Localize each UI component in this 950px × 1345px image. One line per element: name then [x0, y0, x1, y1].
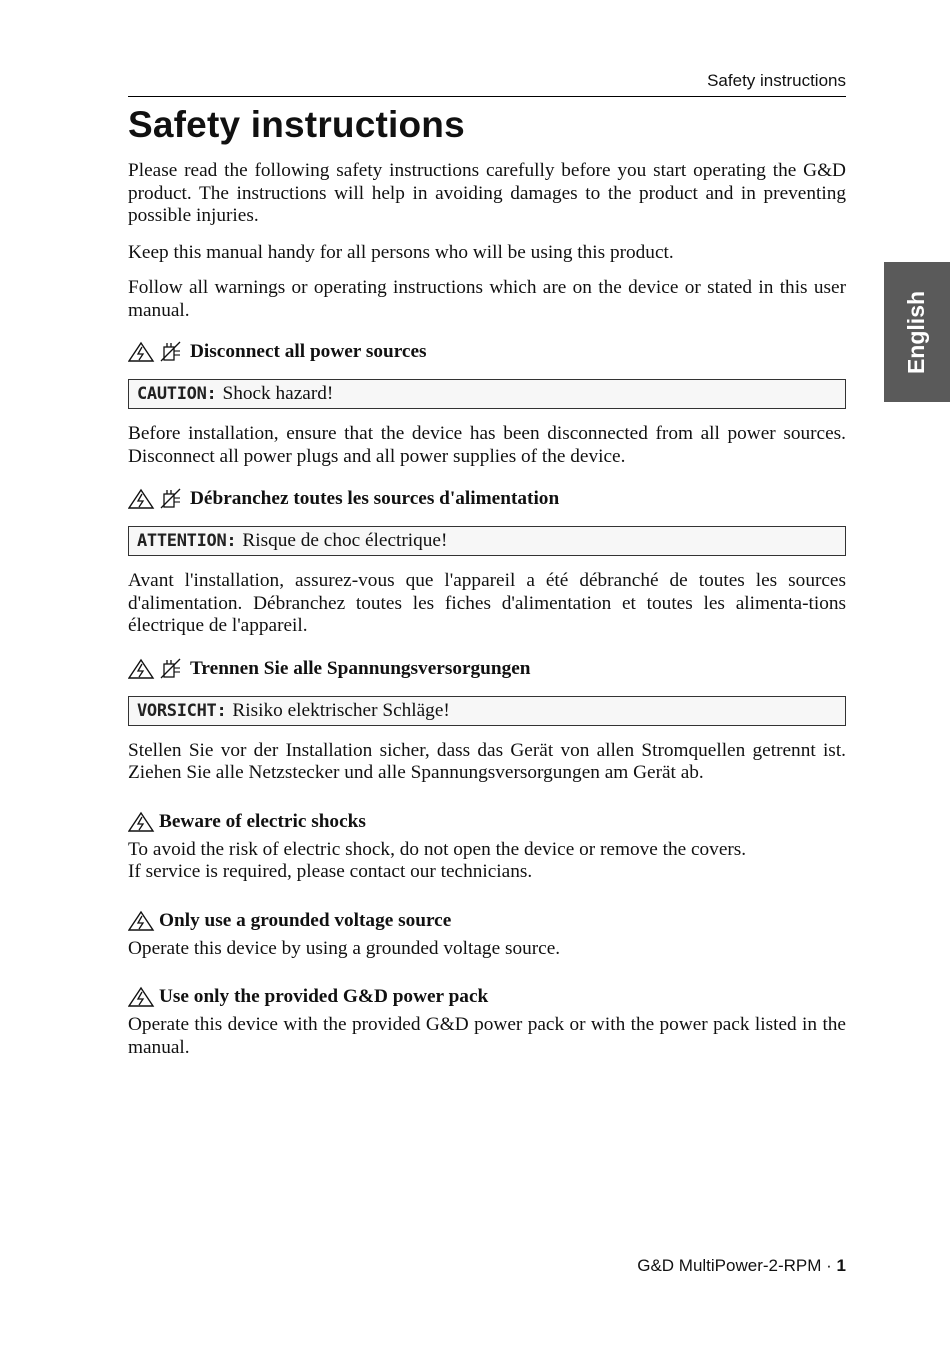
footer-product: G&D MultiPower-2-RPM ·: [637, 1256, 837, 1275]
section-body: Before installation, ensure that the device has been disconnected from all power sources. Disconnect all power plugs and all power supplies of the device.: [128, 423, 846, 467]
intro-paragraph: Follow all warnings or operating instructions which are on the device or stated in this user manual.: [128, 277, 846, 321]
intro-paragraph: Please read the following safety instructions carefully before you start operating the G&D product. The instructions will help in avoiding damages to the product and in preventing possible injuries.: [128, 160, 846, 226]
language-tab-label: English: [903, 290, 930, 374]
caution-text: Shock hazard!: [222, 383, 334, 404]
warning-heading-text: Use only the provided G&D power pack: [159, 986, 489, 1007]
language-tab: [884, 262, 950, 402]
section-body: Avant l'installation, assurez-vous que l'appareil a été débranché de toutes les sources d'alimentation. Débranchez toutes les fiches d'alimentation et toutes les alimenta-tions électrique de l'appareil.: [128, 570, 846, 636]
caution-keyword: CAUTION:: [137, 384, 217, 404]
caution-box: [128, 696, 846, 726]
warning-body-line: Operate this device by using a grounded voltage source.: [128, 937, 561, 959]
section-heading-text: Débranchez toutes les sources d'alimentation: [190, 488, 560, 509]
caution-box: [128, 379, 846, 409]
warning-triangle-icon: [128, 811, 155, 833]
page-title: Safety instructions: [128, 104, 465, 145]
section-heading: [128, 341, 846, 363]
section-heading: [128, 658, 846, 680]
page-content: [128, 160, 846, 1059]
unplug-icon: [159, 658, 186, 680]
warning-body-line: To avoid the risk of electric shock, do not open the device or remove the covers.: [128, 838, 747, 860]
intro-paragraph: Keep this manual handy for all persons who will be using this product.: [128, 241, 674, 263]
caution-text: Risque de choc électrique!: [242, 530, 448, 551]
warning-triangle-icon: [128, 910, 155, 932]
warning-body-line: Operate this device with the provided G&D power pack or with the power pack listed in the manual.: [128, 1014, 846, 1058]
warning-heading: [128, 811, 846, 833]
unplug-icon: [159, 341, 186, 363]
running-head: Safety instructions: [707, 71, 846, 90]
warning-heading-text: Only use a grounded voltage source: [159, 909, 452, 931]
warning-body-line: If service is required, please contact our technicians.: [128, 861, 533, 882]
unplug-icon: [159, 488, 186, 510]
section-body: Stellen Sie vor der Installation sicher, dass das Gerät von allen Stromquellen getrennt ist. Ziehen Sie alle Netzstecker und alle Spannungsversorgungen am Gerät ab.: [128, 739, 846, 783]
warning-triangle-icon: [128, 986, 155, 1008]
caution-keyword: ATTENTION:: [137, 531, 237, 551]
page-number: 1: [836, 1256, 846, 1275]
caution-text: Risiko elektrischer Schläge!: [232, 699, 450, 721]
section-heading: [128, 488, 846, 510]
header-rule: [128, 96, 846, 97]
section-heading-text: Trennen Sie alle Spannungsversorgungen: [190, 657, 531, 679]
warning-heading: [128, 986, 846, 1008]
warning-heading-text: Beware of electric shocks: [159, 810, 366, 832]
warning-triangle-icon: [128, 658, 155, 680]
caution-box: [128, 526, 846, 556]
caution-keyword: VORSICHT:: [137, 700, 227, 721]
warning-heading: [128, 910, 846, 932]
page-footer: [637, 1256, 846, 1276]
warning-triangle-icon: [128, 488, 155, 510]
section-heading-text: Disconnect all power sources: [190, 341, 427, 362]
warning-triangle-icon: [128, 341, 155, 363]
